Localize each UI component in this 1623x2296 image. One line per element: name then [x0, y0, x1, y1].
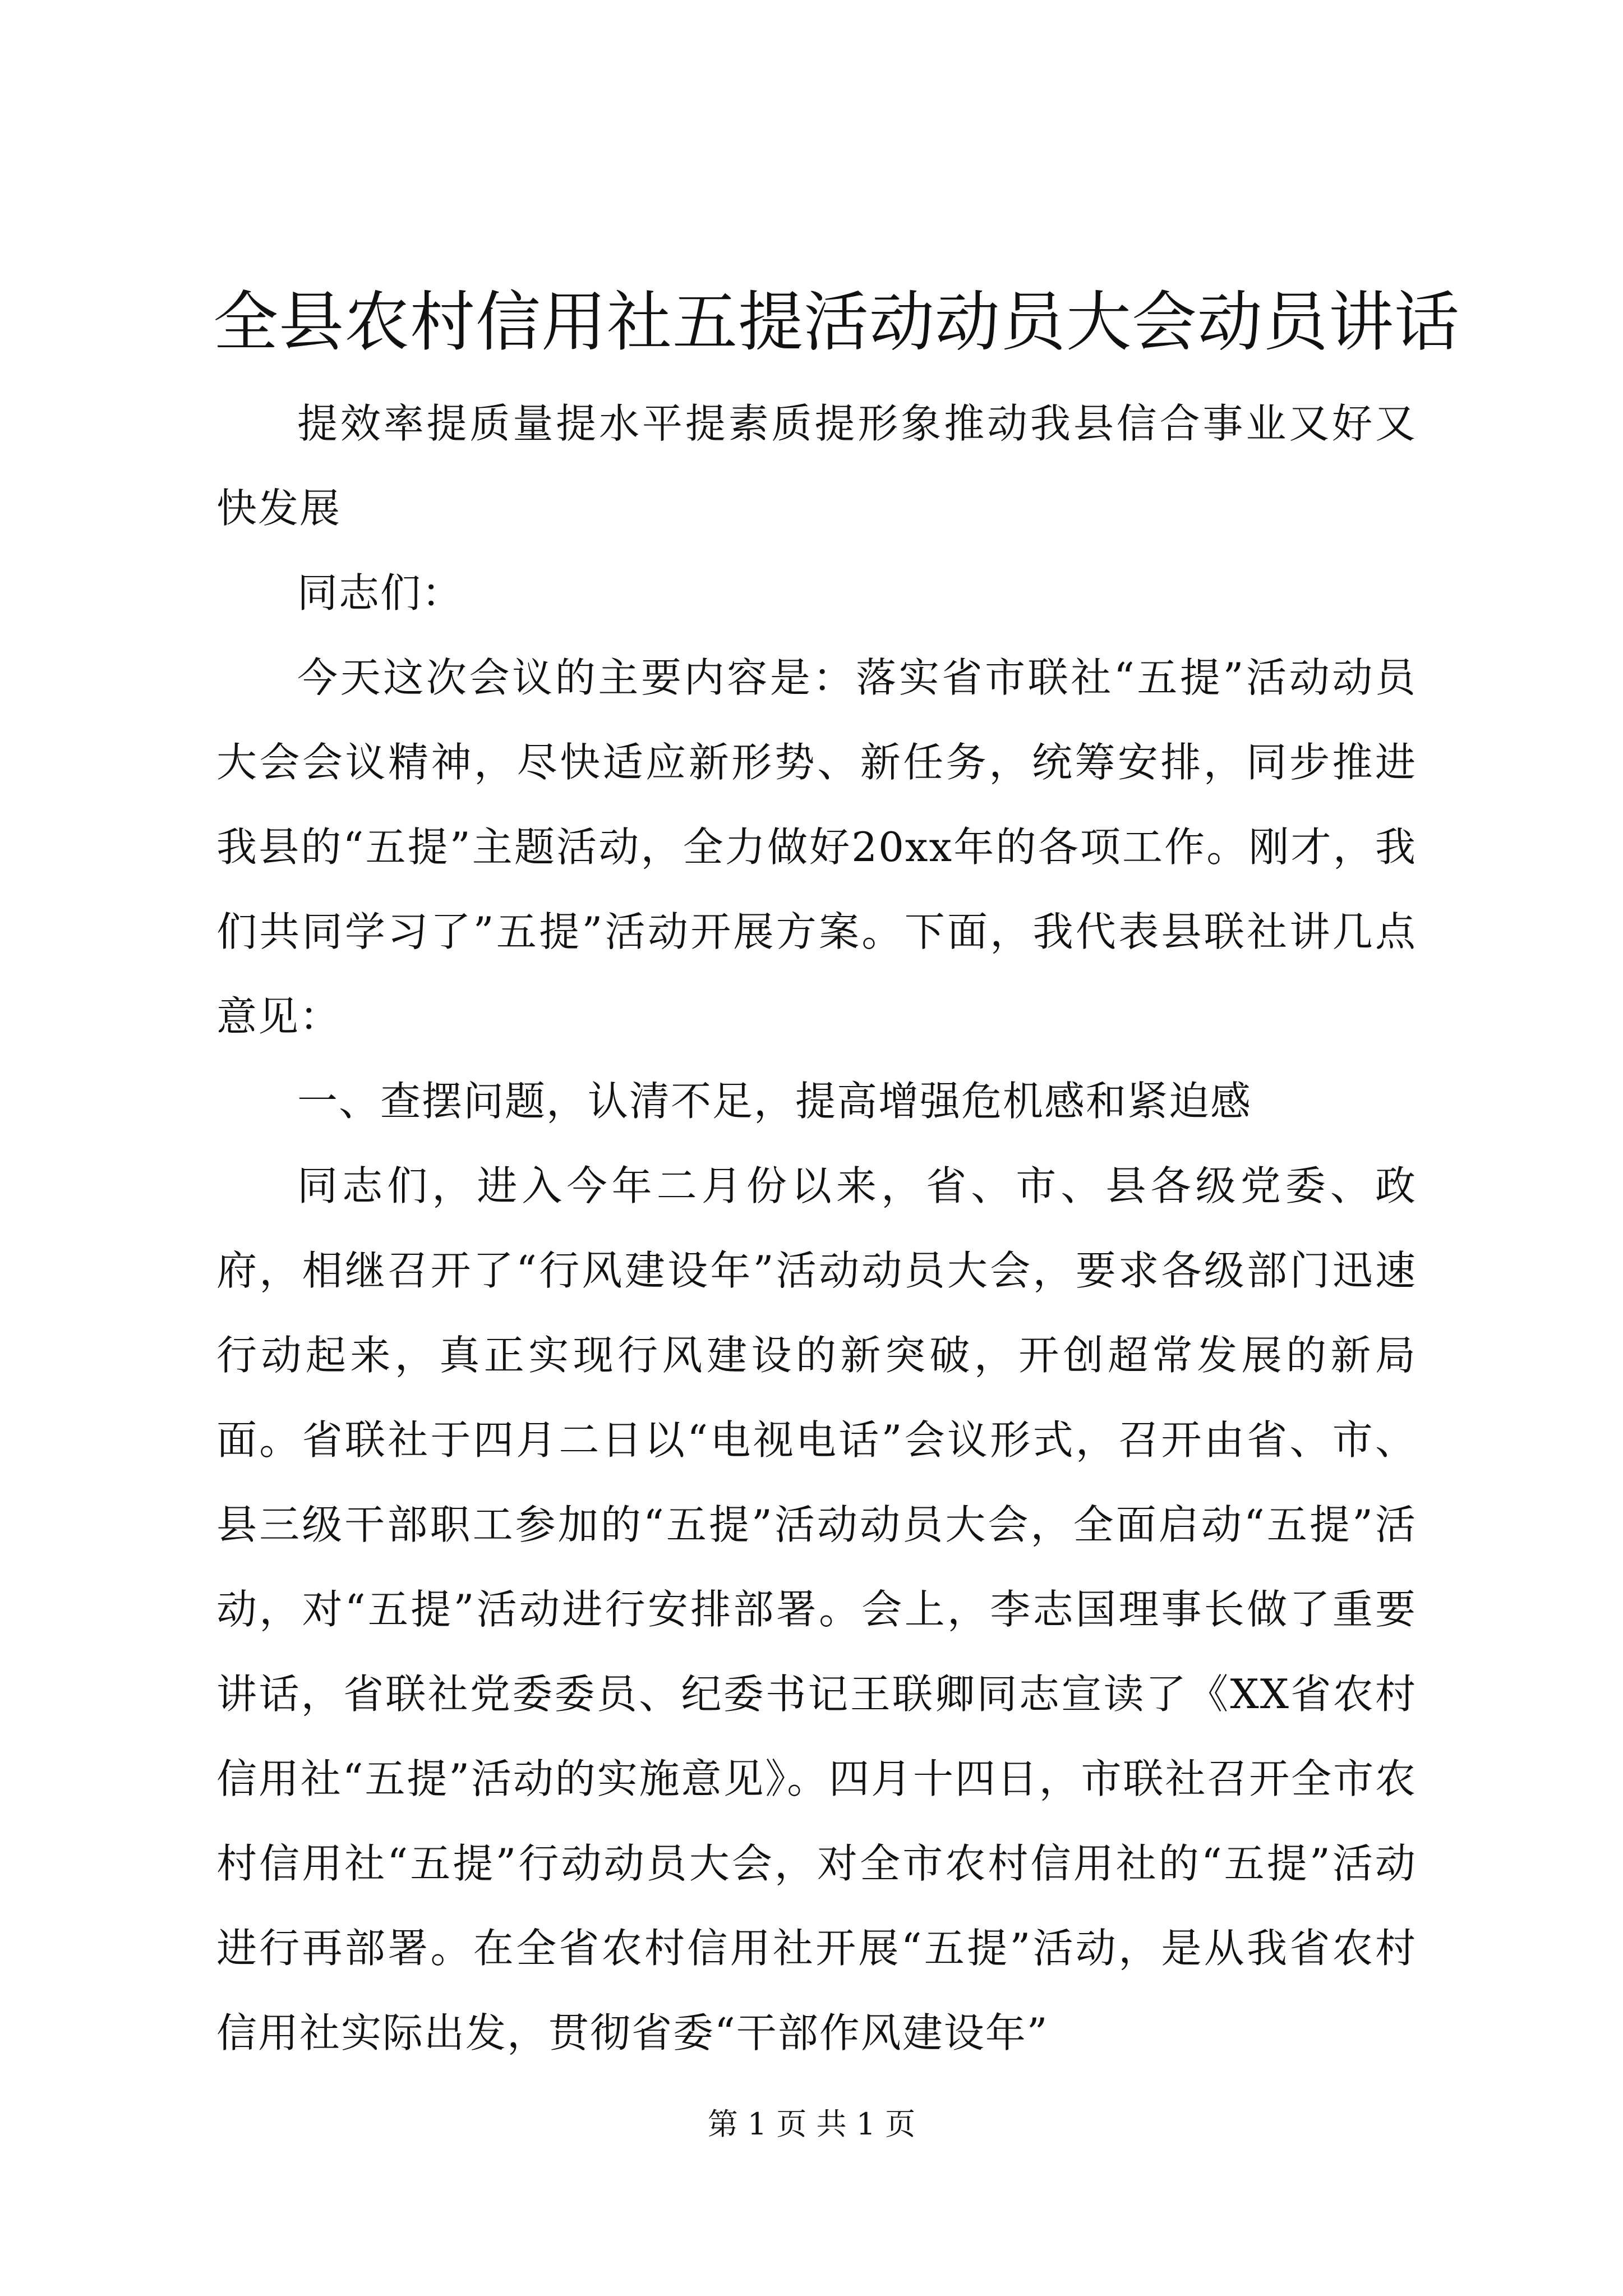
subtitle-paragraph: 提效率提质量提水平提素质提形象推动我县信合事业又好又快发展 — [216, 400, 1417, 532]
salutation-paragraph: 同志们： — [297, 569, 464, 616]
document-title: 全县农村信用社五提活动动员大会动员讲话 — [213, 284, 1460, 360]
document-body — [216, 381, 1417, 2076]
page-footer: 第 1 页 共 1 页 — [707, 2106, 916, 2142]
body-paragraph: 同志们，进入今年二月份以来，省、市、县各级党委、政府，相继召开了“行风建设年”活动动员大会，要求各级部门迅速行动起来，真正实现行风建设的新突破，开创超常发展的新局面。省联社于四月二日以“电视电话”会议形式，召开由省、市、县三级干部职工参加的“五提”活动动员大会，全面启动“五提”活动，对“五提”活动进行安排部署。会上，李志国理事长做了重要讲话，省联社党委委员、纪委书记王联卿同志宣读了《XX省农村信用社“五提”活动的实施意见》。四月十四日，市联社召开全市农村信用社“五提”行动动员大会，对全市农村信用社的“五提”活动进行再部署。在全省农村信用社开展“五提”活动，是从我省农村信用社实际出发，贯彻省委“干部作风建设年” — [216, 1162, 1417, 2056]
section-heading: 一、查摆问题，认清不足，提高增强危机感和紧迫感 — [297, 1078, 1252, 1125]
intro-paragraph: 今天这次会议的主要内容是：落实省市联社“五提”活动动员大会会议精神，尽快适应新形势、新任务，统筹安排，同步推进我县的“五提”主题活动，全力做好20xx年的各项工作。刚才，我们共同学习了”五提”活动开展方案。下面，我代表县联社讲几点意见： — [216, 654, 1417, 1040]
